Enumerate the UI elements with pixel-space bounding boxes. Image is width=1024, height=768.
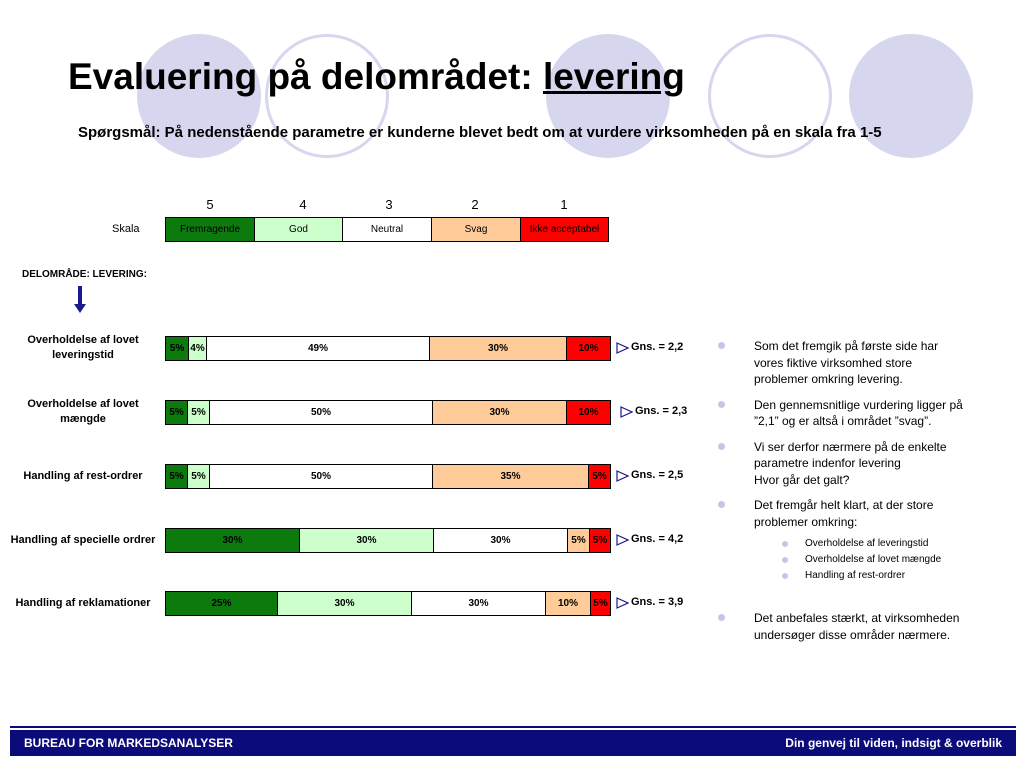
data-label: 10% <box>557 598 578 609</box>
scale-number: 1 <box>560 197 568 212</box>
bullet-line: ”2,1” og er altså i området ”svag”. <box>754 414 932 428</box>
bullet-line: Som det fremgik på første side har <box>754 339 939 353</box>
bullet-line: Den gennemsnitlige vurdering ligger på <box>754 397 963 412</box>
average-label: Gns. = 2,5 <box>631 469 684 481</box>
data-label: 5% <box>169 343 185 354</box>
data-label: 5% <box>593 598 608 609</box>
bar-segment-svag <box>545 591 591 616</box>
average-label: Gns. = 2,3 <box>635 405 688 417</box>
data-label: 30% <box>222 535 243 546</box>
footer-right-text: Din genvej til viden, indsigt & overblik <box>785 736 1002 750</box>
bullet-item <box>716 439 1012 489</box>
scale-label: Skala <box>112 223 140 235</box>
bar-segment-neutral <box>209 464 433 489</box>
bar-segment-god <box>187 464 210 489</box>
bar-segment-neutral <box>433 528 568 553</box>
data-label: 50% <box>310 471 331 482</box>
section-label: DELOMRÅDE: LEVERING: <box>22 269 147 280</box>
bar-segment-fremragende <box>165 464 188 489</box>
data-label: 5% <box>592 471 607 482</box>
footer-bar <box>10 730 1016 756</box>
bullet-line: problemer omkring: <box>754 514 858 529</box>
triangle-right-icon <box>616 470 629 482</box>
bar-segment-ikke-acceptabel <box>590 591 611 616</box>
bullet-line: Hvor går det galt? <box>754 472 850 487</box>
scale-box-fremragende: Fremragende <box>165 217 255 242</box>
scale-box-god: God <box>254 217 343 242</box>
row-label: Handling af specielle ordrer <box>10 533 156 546</box>
arrow-down-icon <box>74 286 86 313</box>
scale-number: 4 <box>299 197 307 212</box>
data-label: 30% <box>489 407 510 418</box>
sub-bullet-list <box>716 536 1012 584</box>
bar-segment-neutral <box>206 336 430 361</box>
data-label: 5% <box>592 535 608 546</box>
bar-segment-fremragende <box>165 400 188 425</box>
bullet-line: vores fiktive virksomhed store <box>754 355 913 370</box>
bar-segment-god <box>187 400 210 425</box>
data-label: 30% <box>468 598 489 609</box>
bullet-item <box>716 397 1012 430</box>
sub-bullet-item: Overholdelse af leveringstid <box>716 536 1012 552</box>
bar-segment-svag <box>432 464 589 489</box>
sub-bullet-item: Handling af rest-ordrer <box>716 568 1012 584</box>
row-label: Handling af rest-ordrer <box>23 469 143 482</box>
scale-box-ikke-acceptabel: Ikke acceptabel <box>520 217 609 242</box>
bullet-item <box>716 610 1012 643</box>
commentary-list <box>716 338 1012 652</box>
bar-segment-svag <box>432 400 567 425</box>
data-label: 30% <box>356 535 377 546</box>
average-label: Gns. = 2,2 <box>631 341 684 353</box>
bar-segment-god <box>277 591 412 616</box>
slide-title <box>68 56 685 98</box>
data-label: 30% <box>334 598 355 609</box>
row-label: Overholdelse af lovet leveringstid <box>27 334 139 361</box>
data-label: 49% <box>307 343 328 354</box>
bar-segment-svag <box>429 336 567 361</box>
bullet-line: Vi ser derfor nærmere på de enkelte <box>754 439 947 454</box>
data-label: 5% <box>191 407 206 418</box>
bar-segment-god <box>188 336 207 361</box>
bullet-line: undersøger disse områder nærmere. <box>754 627 951 642</box>
triangle-right-icon <box>620 406 633 418</box>
data-label: 5% <box>571 535 586 546</box>
footer-divider <box>10 726 1016 728</box>
bar-segment-ikke-acceptabel <box>566 400 611 425</box>
average-label: Gns. = 4,2 <box>631 533 684 545</box>
bar-segment-ikke-acceptabel <box>588 464 611 489</box>
data-label: 5% <box>169 407 184 418</box>
bar-segment-ikke-acceptabel <box>589 528 611 553</box>
data-label: 30% <box>487 343 508 354</box>
data-label: 30% <box>490 535 511 546</box>
bar-segment-svag <box>567 528 590 553</box>
title-underlined: levering <box>542 56 685 97</box>
data-label: 5% <box>169 471 184 482</box>
bullet-item <box>716 497 1012 584</box>
bar-segment-neutral <box>411 591 546 616</box>
bar-segment-fremragende <box>165 336 189 361</box>
bullet-line: Det anbefales stærkt, at virksomheden <box>754 611 960 625</box>
bar-segment-god <box>299 528 434 553</box>
data-label: 50% <box>310 407 331 418</box>
data-label: 10% <box>578 343 599 354</box>
question-text: Spørgsmål: På nedenstående parametre er kunderne blevet bedt om at vurdere virksomheden på en skala fra 1-5 <box>78 124 882 141</box>
sub-bullet-item: Overholdelse af lovet mængde <box>716 552 1012 568</box>
bullet-line: problemer omkring levering. <box>754 372 903 386</box>
bullet-line: parametre indenfor levering <box>754 456 901 470</box>
bullet-item <box>716 338 1012 388</box>
triangle-right-icon <box>616 342 629 354</box>
data-label: 4% <box>190 343 205 354</box>
bar-segment-ikke-acceptabel <box>566 336 611 361</box>
row-label: Handling af reklamationer <box>15 596 151 609</box>
scale-box-neutral: Neutral <box>342 217 432 242</box>
scale-number: 2 <box>471 197 479 212</box>
data-label: 35% <box>500 471 521 482</box>
triangle-right-icon <box>616 534 629 546</box>
scale-number: 5 <box>206 197 214 212</box>
data-label: 5% <box>191 471 206 482</box>
footer-left-text: BUREAU FOR MARKEDSANALYSER <box>24 736 233 750</box>
bullet-line: Det fremgår helt klart, at der store <box>754 498 934 512</box>
title-text: Evaluering på delområdet: <box>68 56 543 97</box>
data-label: 10% <box>578 407 599 418</box>
data-label: 25% <box>211 598 232 609</box>
triangle-right-icon <box>616 597 629 609</box>
row-label: Overholdelse af lovet mængde <box>27 398 139 425</box>
scale-number: 3 <box>385 197 393 212</box>
bar-segment-fremragende <box>165 528 300 553</box>
bar-segment-fremragende <box>165 591 278 616</box>
bar-segment-neutral <box>209 400 433 425</box>
average-label: Gns. = 3,9 <box>631 596 684 608</box>
scale-box-svag: Svag <box>431 217 521 242</box>
